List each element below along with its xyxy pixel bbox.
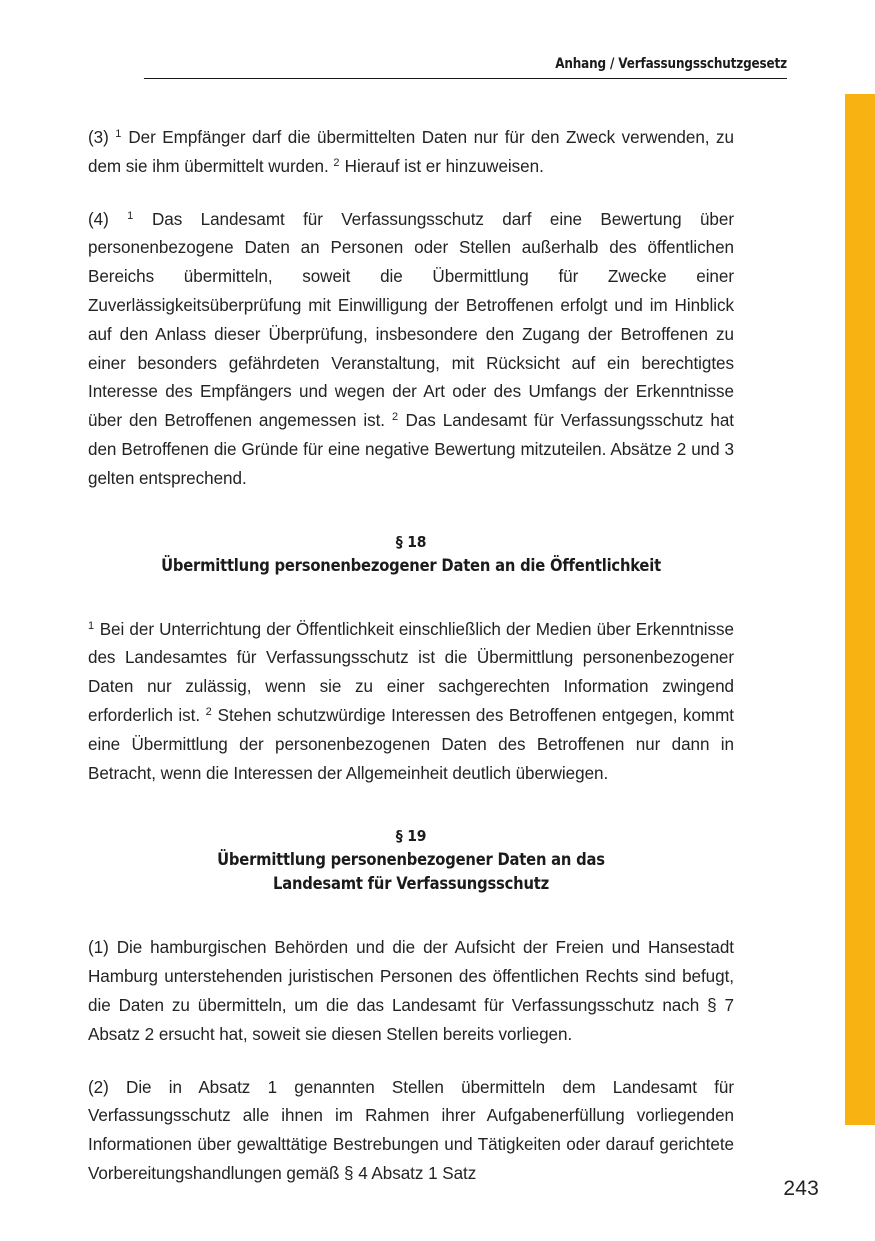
footnote-marker: 1 — [127, 209, 134, 222]
heading-spacer — [88, 602, 734, 616]
running-head: Anhang / Verfassungsschutzgesetz — [144, 56, 787, 79]
page-number: 243 — [783, 1177, 819, 1200]
section-title-19-line-1: Übermittlung personenbezogener Daten an das — [217, 850, 605, 870]
heading-spacer — [88, 812, 734, 824]
heading-spacer — [88, 518, 734, 530]
section-number-18: § 18 — [395, 532, 427, 551]
section-title-18-line-1: Übermittlung personenbezogener Daten an die Öffentlichkeit — [161, 555, 661, 575]
footnote-marker: 2 — [205, 705, 212, 718]
edge-color-tab — [845, 94, 875, 1125]
paragraph-absatz-4: (4) $^1$ Das Landesamt für Verfassungsschutz darf eine Bewertung über personenbezogene Daten an Personen oder Stellen außerhalb des öffentlichen Bereichs übermitteln, soweit die Übermittlung für Zwecke einer Zuverlässigkeitsüberprüfung mit Einwilligung der Betroffenen erfolgt und im Hinblick auf den Anlass dieser Überprüfung, insbesondere den Zugang der Betroffenen zu einer besonders gefährdeten Veranstaltung, mit Rücksicht auf ein berechtigtes Interesse des Empfängers und wegen der Art oder des Umfangs der Erkenntnisse über den Betroffenen angemessen ist. $^2$ Das Landesamt für Verfassungsschutz hat den Betroffenen die Gründe für eine negative Bewertung mitzuteilen. Absätze 2 und 3 gelten entsprechend. — [88, 209, 734, 488]
section-title-19-line-2: Landesamt für Verfassungsschutz — [273, 874, 549, 894]
section-heading-18 — [88, 530, 734, 578]
footnote-marker: 1 — [115, 127, 122, 140]
section-number-19: § 19 — [395, 827, 427, 846]
footnote-marker: 2 — [333, 156, 340, 169]
footnote-marker: 2 — [391, 411, 399, 424]
section-heading-19 — [88, 824, 734, 896]
paragraph-absatz-3: (3) $^1$ Der Empfänger darf die übermittelten Daten nur für den Zweck verwenden, zu dem sie ihm übermittelt wurden. $^2$ Hierauf ist er hinzuweisen. — [88, 127, 734, 176]
footnote-marker: 1 — [88, 619, 95, 632]
paragraph-section-19-absatz-2: (2) Die in Absatz 1 genannten Stellen übermitteln dem Landesamt für Verfassungsschutz alle ihnen im Rahmen ihrer Aufgabenerfüllung vorliegenden Informationen über gewalttätige Bestrebungen und Tätigkeiten oder darauf gerichtete Vorbereitungshandlungen gemäß § 4 Absatz 1 Satz — [88, 1077, 734, 1183]
text-column — [88, 124, 734, 1213]
paragraph-section-19-absatz-1: (1) Die hamburgischen Behörden und die der Aufsicht der Freien und Hansestadt Hamburg unterstehenden juristischen Personen des öffentlichen Rechts sind befugt, die Daten zu übermitteln, um die das Landesamt für Verfassungsschutz nach § 7 Absatz 2 ersucht hat, soweit sie diesen Stellen bereits vorliegen. — [88, 938, 734, 1044]
heading-spacer — [88, 920, 734, 934]
paragraph-section-18-1: $^1$ Bei der Unterrichtung der Öffentlichkeit einschließlich der Medien über Erkenntnisse des Landesamtes für Verfassungsschutz ist die Übermittlung personenbezogener Daten nur zulässig, wenn sie zu einer sachgerechten Information zwingend erforderlich ist. $^2$ Stehen schutzwürdige Interessen des Betroffenen entgegen, kommt eine Übermittlung der personenbezogenen Daten des Betroffenen nur dann in Betracht, wenn die Interessen der Allgemeinheit deutlich überwiegen. — [88, 619, 735, 783]
